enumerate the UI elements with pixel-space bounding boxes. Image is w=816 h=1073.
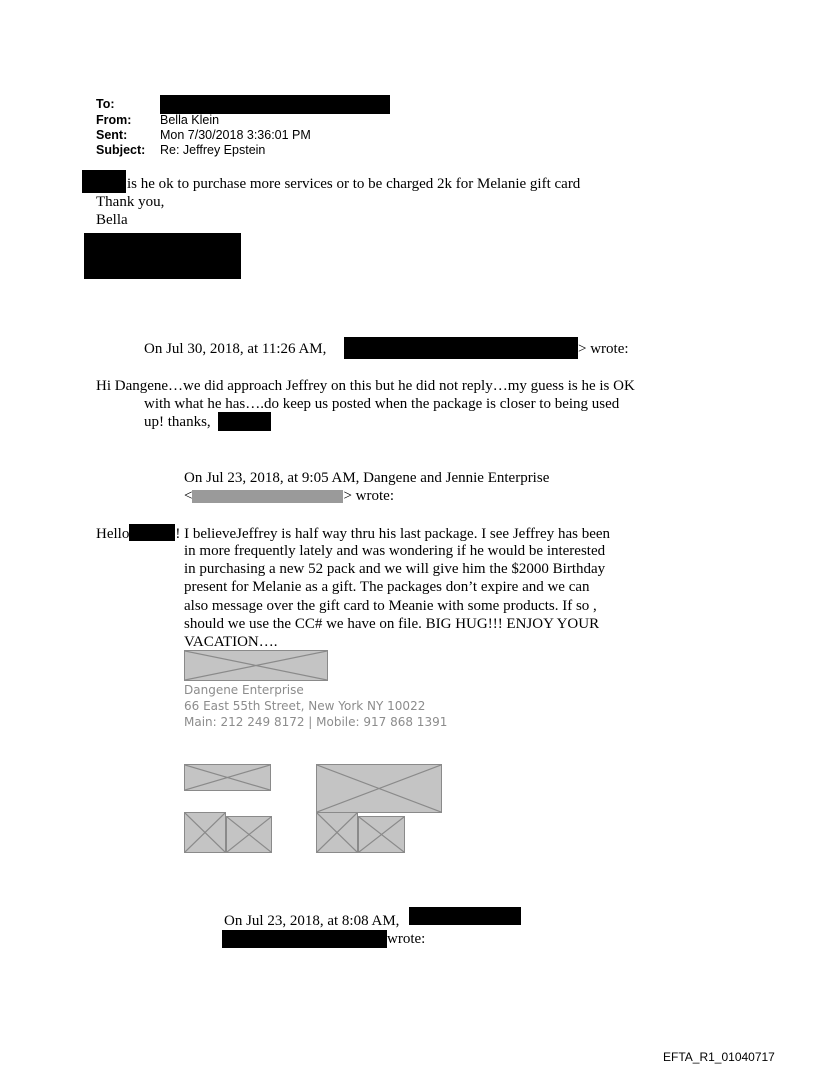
- obscured-email-address: [192, 490, 343, 503]
- redacted-sender-email: [344, 337, 578, 359]
- sent-label: Sent:: [96, 128, 128, 142]
- subject-label: Subject:: [96, 143, 146, 157]
- message-line: Thank you,: [96, 194, 165, 210]
- hello-word: Hello: [96, 526, 130, 542]
- quote-attribution-suffix: wrote:: [387, 931, 426, 947]
- to-label: To:: [96, 97, 115, 111]
- quote-line: should we use the CC# we have on file. BIG HUG!!! ENJOY YOUR: [184, 616, 600, 632]
- quote-line: up! thanks,: [144, 414, 211, 430]
- redacted-signature-block: [84, 233, 241, 279]
- redacted-recipient-name: [82, 170, 126, 193]
- quote-line: ! I believeJeffrey is half way thru his last package. I see Jeffrey has been: [175, 526, 611, 542]
- quote-line: with what he has….do keep us posted when the package is closer to being used: [144, 396, 620, 412]
- quote-attribution-line2: [184, 487, 394, 505]
- message-line: is he ok to purchase more services or to be charged 2k for Melanie gift card: [127, 176, 581, 192]
- subject-value: Re: Jeffrey Epstein: [160, 143, 266, 157]
- redacted-to-recipient: [160, 95, 390, 114]
- quote-attribution-suffix: > wrote:: [578, 341, 629, 357]
- redacted-name: [129, 524, 175, 541]
- image-placeholder: [184, 812, 226, 853]
- from-value: Bella Klein: [160, 113, 220, 127]
- quote-line: in more frequently lately and was wondering if he would be interested: [184, 543, 606, 559]
- sent-value: Mon 7/30/2018 3:36:01 PM: [160, 128, 311, 142]
- quote-attribution: On Jul 30, 2018, at 11:26 AM,: [144, 341, 327, 357]
- document-id: EFTA_R1_01040717: [663, 1050, 775, 1064]
- quote-attribution: On Jul 23, 2018, at 8:08 AM,: [224, 913, 400, 929]
- image-placeholder: [358, 816, 405, 853]
- image-placeholder: [226, 816, 272, 853]
- quote-line: also message over the gift card to Meanie with some products. If so ,: [184, 598, 597, 614]
- signature-company: Dangene Enterprise: [184, 683, 304, 697]
- quote-line: Hi Dangene…we did approach Jeffrey on this but he did not reply…my guess is he is OK: [96, 378, 635, 394]
- image-placeholder: [184, 764, 271, 791]
- quote-line: present for Melanie as a gift. The packages don’t expire and we can: [184, 579, 590, 595]
- image-placeholder: [316, 764, 442, 813]
- image-placeholder: [316, 812, 358, 853]
- attribution-suffix: > wrote:: [343, 488, 394, 504]
- redacted-sender-name: [218, 412, 271, 431]
- signature-address: 66 East 55th Street, New York NY 10022: [184, 699, 426, 713]
- quote-greeting: [96, 524, 610, 543]
- logo-image-placeholder: [184, 650, 328, 681]
- quote-line: in purchasing a new 52 pack and we will give him the $2000 Birthday: [184, 561, 606, 577]
- signature-phones: Main: 212 249 8172 | Mobile: 917 868 1391: [184, 715, 448, 729]
- from-label: From:: [96, 113, 132, 127]
- redacted-sender-email: [222, 930, 387, 948]
- angle-open: <: [184, 488, 193, 504]
- redacted-sender-name: [409, 907, 521, 925]
- message-signoff-name: Bella: [96, 212, 128, 228]
- quote-attribution: On Jul 23, 2018, at 9:05 AM, Dangene and Jennie Enterprise: [184, 470, 550, 486]
- quote-line: VACATION….: [184, 634, 278, 650]
